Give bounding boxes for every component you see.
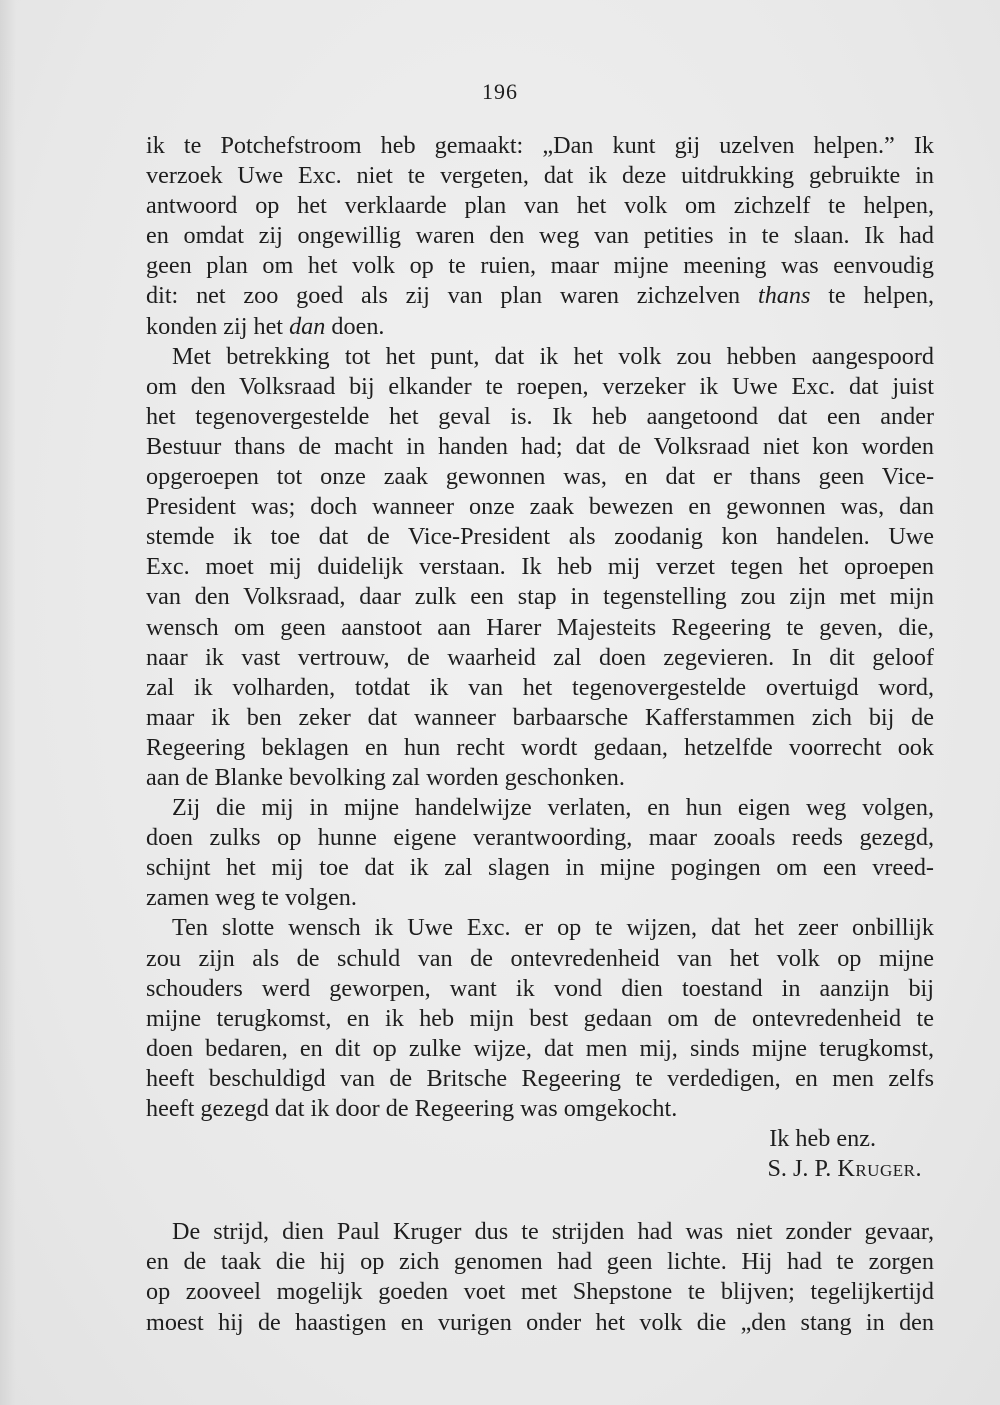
text-run: konden zij het <box>146 312 290 340</box>
text-line: opgeroepen tot onze zaak gewonnen was, en dat er thans geen Vice- <box>146 463 934 491</box>
text-line: President was; doch wanneer onze zaak bewezen en gewonnen was, dan <box>146 493 934 521</box>
text-line: maar ik ben zeker dat wanneer barbaarsche Kafferstammen zich bij de <box>146 703 934 731</box>
text-line: heeft beschuldigd van de Britsche Regeering te verdedigen, en men zelfs <box>146 1064 934 1092</box>
text-line: aan de Blanke bevolking zal worden geschonken. <box>146 763 625 791</box>
text-line: Zij die mij in mijne handelwijze verlaten, en hun eigen weg volgen, <box>172 794 934 822</box>
text-line: doen bedaren, en dit op zulke wijze, dat men mij, sinds mijne terugkomst, <box>146 1034 934 1062</box>
text-line: zou zijn als de schuld van de ontevredenheid van het volk op mijne <box>146 944 934 972</box>
text-line: zal ik volharden, totdat ik van het tegenovergestelde overtuigd word, <box>146 673 934 701</box>
text-run: te helpen, <box>810 282 934 310</box>
text-line <box>146 281 934 311</box>
text-line: antwoord op het verklaarde plan van het volk om zichzelf te helpen, <box>146 192 934 220</box>
text-line: Exc. moet mij duidelijk verstaan. Ik heb mij verzet tegen het oproepen <box>146 553 934 581</box>
text-line: mijne terugkomst, en ik heb mijn best gedaan om de ontevredenheid te <box>146 1004 934 1032</box>
text-line: schijnt het mij toe dat ik zal slagen in mijne pogingen om een vreed- <box>146 854 934 882</box>
text-line: Ten slotte wensch ik Uwe Exc. er op te wijzen, dat het zeer onbillijk <box>172 914 934 942</box>
text-line: schouders werd geworpen, want ik vond dien toestand in aanzijn bij <box>146 974 934 1002</box>
text-line: van den Volksraad, daar zulk een stap in tegenstelling zou zijn met mijn <box>146 583 934 611</box>
italic-word: dan <box>289 312 326 340</box>
text-line: moest hij de haastigen en vurigen onder het volk die „den stang in den <box>146 1308 934 1336</box>
text-run: doen. <box>325 312 385 340</box>
text-line: zamen weg te volgen. <box>146 884 357 912</box>
text-line: Regeering beklagen en hun recht wordt gedaan, hetzelfde voorrecht ook <box>146 733 934 761</box>
text-run: dit: net zoo goed als zij van plan waren zichzelven <box>146 282 758 310</box>
italic-word: thans <box>757 282 811 310</box>
text-line: ik te Potchefstroom heb gemaakt: „Dan kunt gij uzelven helpen.” Ik <box>146 132 934 159</box>
section-gap <box>146 1184 934 1217</box>
body-text <box>146 131 934 1338</box>
signature-surname: Kruger. <box>837 1155 922 1183</box>
text-line: om den Volksraad bij elkander te roepen, verzeker ik Uwe Exc. dat juist <box>146 372 934 400</box>
text-line: en omdat zij ongewillig waren den weg van petities in te slaan. Ik had <box>146 222 934 250</box>
text-line: Met betrekking tot het punt, dat ik het volk zou hebben aangespoord <box>172 342 934 370</box>
text-line: naar ik vast vertrouw, de waarheid zal doen zegevieren. In dit geloof <box>146 643 934 671</box>
letter-signature <box>146 1154 934 1184</box>
text-line <box>146 312 934 342</box>
text-line: Bestuur thans de macht in handen had; dat de Volksraad niet kon worden <box>146 432 934 460</box>
text-line: het tegenovergestelde het geval is. Ik heb aangetoond dat een ander <box>146 402 934 430</box>
signature-initials: S. J. P. <box>767 1155 838 1183</box>
text-line: wensch om geen aanstoot aan Harer Majesteits Regeering te geven, die, <box>146 613 934 641</box>
page-edge-shadow <box>0 0 16 1405</box>
text-line: De strijd, dien Paul Kruger dus te strijden had was niet zonder gevaar, <box>172 1218 934 1246</box>
text-line: stemde ik toe dat de Vice-President als zoodanig kon handelen. Uwe <box>146 523 934 551</box>
text-line: en de taak die hij op zich genomen had geen lichte. Hij had te zorgen <box>146 1248 934 1276</box>
text-line: geen plan om het volk op te ruien, maar mijne meening was eenvoudig <box>146 252 934 280</box>
page-number: 196 <box>482 79 518 104</box>
letter-closing: Ik heb enz. <box>769 1125 876 1153</box>
text-line: verzoek Uwe Exc. niet te vergeten, dat ik deze uitdrukking gebruikte in <box>146 162 934 190</box>
text-line: heeft gezegd dat ik door de Regeering was omgekocht. <box>146 1095 678 1122</box>
text-line: op zooveel mogelijk goeden voet met Shepstone te blijven; tegelijkertijd <box>146 1278 934 1306</box>
text-line: doen zulks op hunne eigene verantwoording, maar zooals reeds gezegd, <box>146 824 934 852</box>
